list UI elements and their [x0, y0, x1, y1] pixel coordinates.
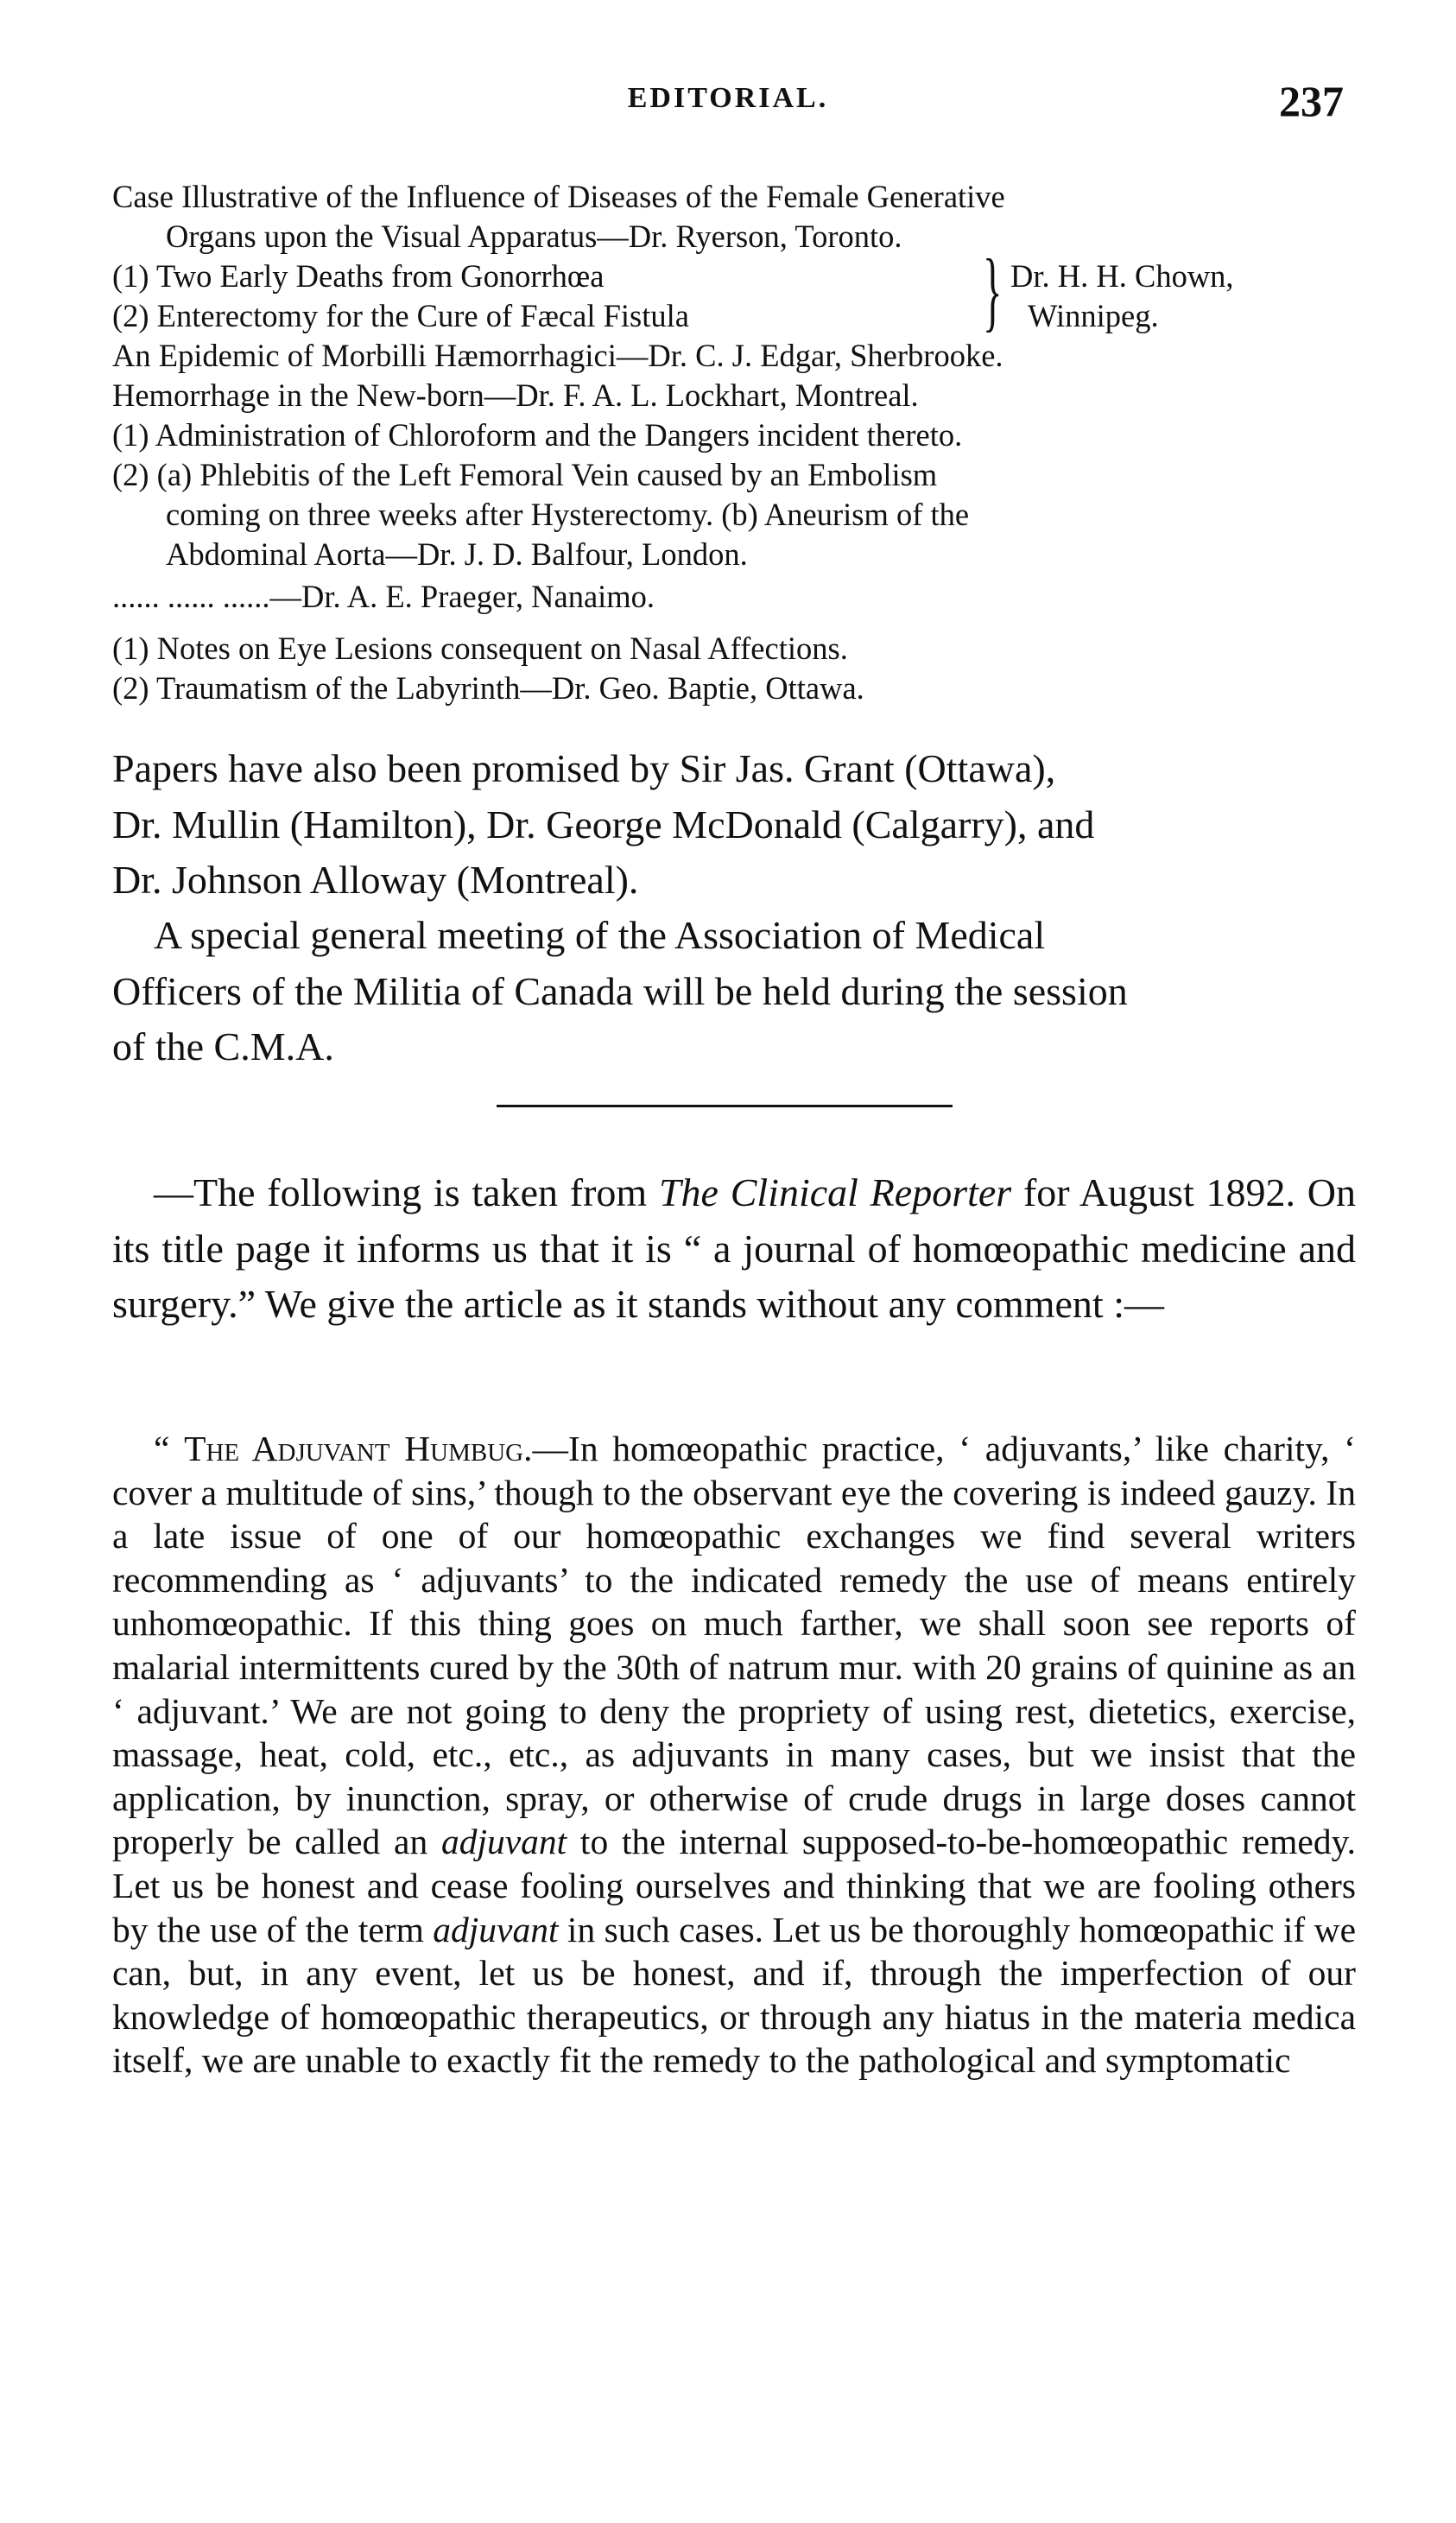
program-item-baptie — [112, 629, 1364, 708]
paragraph-militia-meeting — [112, 908, 1356, 1075]
program-line: (2) Enterectomy for the Cure of Fæcal Fistula — [112, 298, 689, 333]
text-run: for August 1892. On its title page it informs us that it is “ a journal of homœopathic medicine and surgery.” We give the article as it stands without any comment :— — [112, 1170, 1356, 1326]
article-title: The Adjuvant Humbug. — [184, 1429, 533, 1468]
program-item-balfour — [112, 415, 1364, 574]
journal-title: The Clinical Reporter — [658, 1170, 1012, 1214]
program-line: Abdominal Aorta—Dr. J. D. Balfour, London. — [166, 536, 748, 572]
open-quote: “ — [154, 1429, 185, 1468]
brace-glyph: } — [983, 241, 1003, 340]
program-line: Dr. H. H. Chown, — [1010, 258, 1234, 294]
text-run: to the internal supposed-to-be-homœopathic remedy. Let us be honest and cease fooling ourselves and thinking that we are fooling others by the use of the term — [112, 1822, 1356, 1949]
text-run: —The following is taken from — [154, 1170, 659, 1214]
paragraph-line: Dr. Johnson Alloway (Montreal). — [112, 858, 639, 902]
program-line: Winnipeg. — [1028, 298, 1159, 333]
running-title: EDITORIAL. — [627, 82, 829, 114]
program-line: (1) Two Early Deaths from Gonorrhœa — [112, 258, 605, 294]
emphasis-adjuvant: adjuvant — [433, 1909, 559, 1949]
program-line: (1) Administration of Chloroform and the Dangers incident thereto. — [112, 417, 963, 453]
program-item-morbilli — [112, 336, 1364, 376]
program-item-chown-pair — [112, 241, 1364, 340]
program-author — [1010, 257, 1234, 336]
paragraph-text — [112, 1165, 1356, 1333]
paragraph-clinical-reporter — [112, 1165, 1356, 1333]
program-item-praeger — [112, 577, 1364, 617]
paragraph-line: Dr. Mullin (Hamilton), Dr. George McDonald (Calgarry), and — [112, 802, 1095, 846]
quoted-article-text — [112, 1427, 1356, 2082]
program-line: (2) (a) Phlebitis of the Left Femoral Vein caused by an Embolism — [112, 457, 938, 492]
paragraph-line: A special general meeting of the Association of Medical — [154, 913, 1046, 957]
program-line: Case Illustrative of the Influence of Diseases of the Female Generative — [112, 179, 1005, 214]
section-rule — [497, 1105, 953, 1107]
program-line: Organs upon the Visual Apparatus—Dr. Ryerson, Toronto. — [166, 219, 902, 254]
program-line: An Epidemic of Morbilli Hæmorrhagici—Dr. C. J. Edgar, Sherbrooke. — [112, 338, 1003, 373]
paragraph-papers-promised — [112, 741, 1356, 909]
page-number: 237 — [1279, 77, 1344, 125]
paragraph-line: Papers have also been promised by Sir Jas. Grant (Ottawa), — [112, 746, 1056, 790]
program-line: Hemorrhage in the New-born—Dr. F. A. L. Lockhart, Montreal. — [112, 377, 919, 413]
program-item-case-illustrative — [112, 177, 1364, 257]
program-line: (2) Traumatism of the Labyrinth—Dr. Geo. Baptie, Ottawa. — [112, 670, 864, 706]
paragraph-line: Officers of the Militia of Canada will be held during the session — [112, 968, 1128, 1013]
emphasis-adjuvant: adjuvant — [440, 1822, 567, 1862]
program-line — [112, 257, 689, 336]
paragraph-line: of the C.M.A. — [112, 1024, 334, 1068]
program-item-hemorrhage — [112, 376, 1364, 415]
program-line: (1) Notes on Eye Lesions consequent on Nasal Affections. — [112, 631, 848, 666]
text-run: in such cases. Let us be thoroughly homœopathic if we can, but, in any event, let us be honest, and if, through the imperfection of our knowledge of homœopathic therapeutics, or through any hiatus in the materia medica itself, we are unable to exactly fit the remedy to the pathological and symptomatic — [112, 1909, 1356, 2081]
text-run: —In homœopathic practice, ‘ adjuvants,’ like charity, ‘ cover a multitude of sins,’ though to the observant eye the covering is indeed gauzy. In a late issue of one of our homœopathic exchanges we find several writers recommending as ‘ adjuvants’ to the indicated remedy the use of means entirely unhomœopathic. If this thing goes on much farther, we shall soon see reports of malarial intermittents cured by the 30th of natrum mur. with 20 grains of quinine as an ‘ adjuvant.’ We are not going to deny the propriety of using rest, dietetics, exercise, massage, heat, cold, etc., etc., as adjuvants in many cases, but we insist that the application, by inunction, spray, or otherwise of crude drugs in large doses cannot properly be called an — [112, 1429, 1356, 1862]
program-line: ...... ...... ......—Dr. A. E. Praeger, Nanaimo. — [112, 579, 655, 614]
quoted-article — [112, 1427, 1356, 2082]
program-line: coming on three weeks after Hysterectomy. (b) Aneurism of the — [166, 497, 970, 532]
